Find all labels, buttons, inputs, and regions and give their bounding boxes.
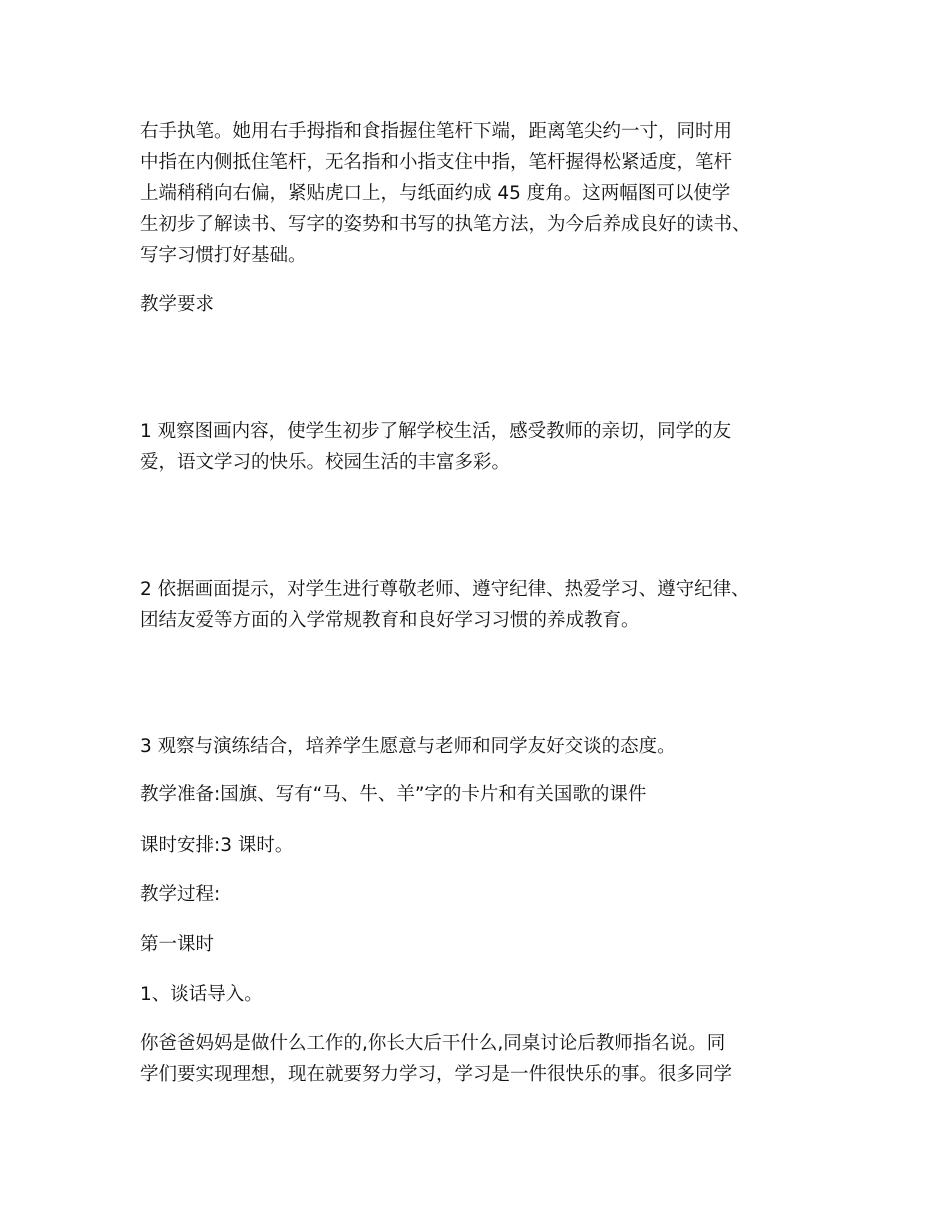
text-line: 学们要实现理想，现在就要努力学习，学习是一件很快乐的事。很多同学 xyxy=(140,1064,733,1085)
teaching-process-heading: 教学过程: xyxy=(140,884,221,905)
text-line: 2 依据画面提示，对学生进行尊敬老师、遵守纪律、热爱学习、遵守纪律、 xyxy=(140,579,750,600)
text-line: 生初步了解读书、写字的姿势和书写的执笔方法，为今后养成良好的读书、 xyxy=(140,214,751,235)
text-line: 爱，语文学习的快乐。校园生活的丰富多彩。 xyxy=(140,452,511,473)
paragraph-talk xyxy=(140,1028,820,1090)
text-line: 团结友爱等方面的入学常规教育和良好学习习惯的养成教育。 xyxy=(140,610,640,631)
paragraph-intro xyxy=(140,116,820,271)
text-line: 中指在内侧抵住笔杆，无名指和小指支住中指，笔杆握得松紧适度，笔杆 xyxy=(140,152,733,173)
lesson-one-heading: 第一课时 xyxy=(140,934,215,955)
step-1-heading: 1、谈话导入。 xyxy=(140,984,263,1005)
requirement-2 xyxy=(140,574,820,636)
text-line: 右手执笔。她用右手拇指和食指握住笔杆下端，距离笔尖约一寸，同时用 xyxy=(140,121,733,142)
class-schedule: 课时安排:3 课时。 xyxy=(140,835,294,856)
text-line: 上端稍稍向右偏，紧贴虎口上，与纸面约成 45 度角。这两幅图可以使学 xyxy=(140,183,731,204)
requirement-1 xyxy=(140,416,820,478)
teaching-preparation: 教学准备:国旗、写有“马、牛、羊”字的卡片和有关国歌的课件 xyxy=(140,784,647,805)
text-line: 你爸爸妈妈是做什么工作的,你长大后干什么,同桌讨论后教师指名说。同 xyxy=(140,1033,726,1054)
text-line: 1 观察图画内容，使学生初步了解学校生活，感受教师的亲切，同学的友 xyxy=(140,421,732,442)
heading-requirements: 教学要求 xyxy=(140,294,215,315)
text-line: 写字习惯打好基础。 xyxy=(140,245,307,266)
requirement-3: 3 观察与演练结合，培养学生愿意与老师和同学友好交谈的态度。 xyxy=(140,736,676,757)
